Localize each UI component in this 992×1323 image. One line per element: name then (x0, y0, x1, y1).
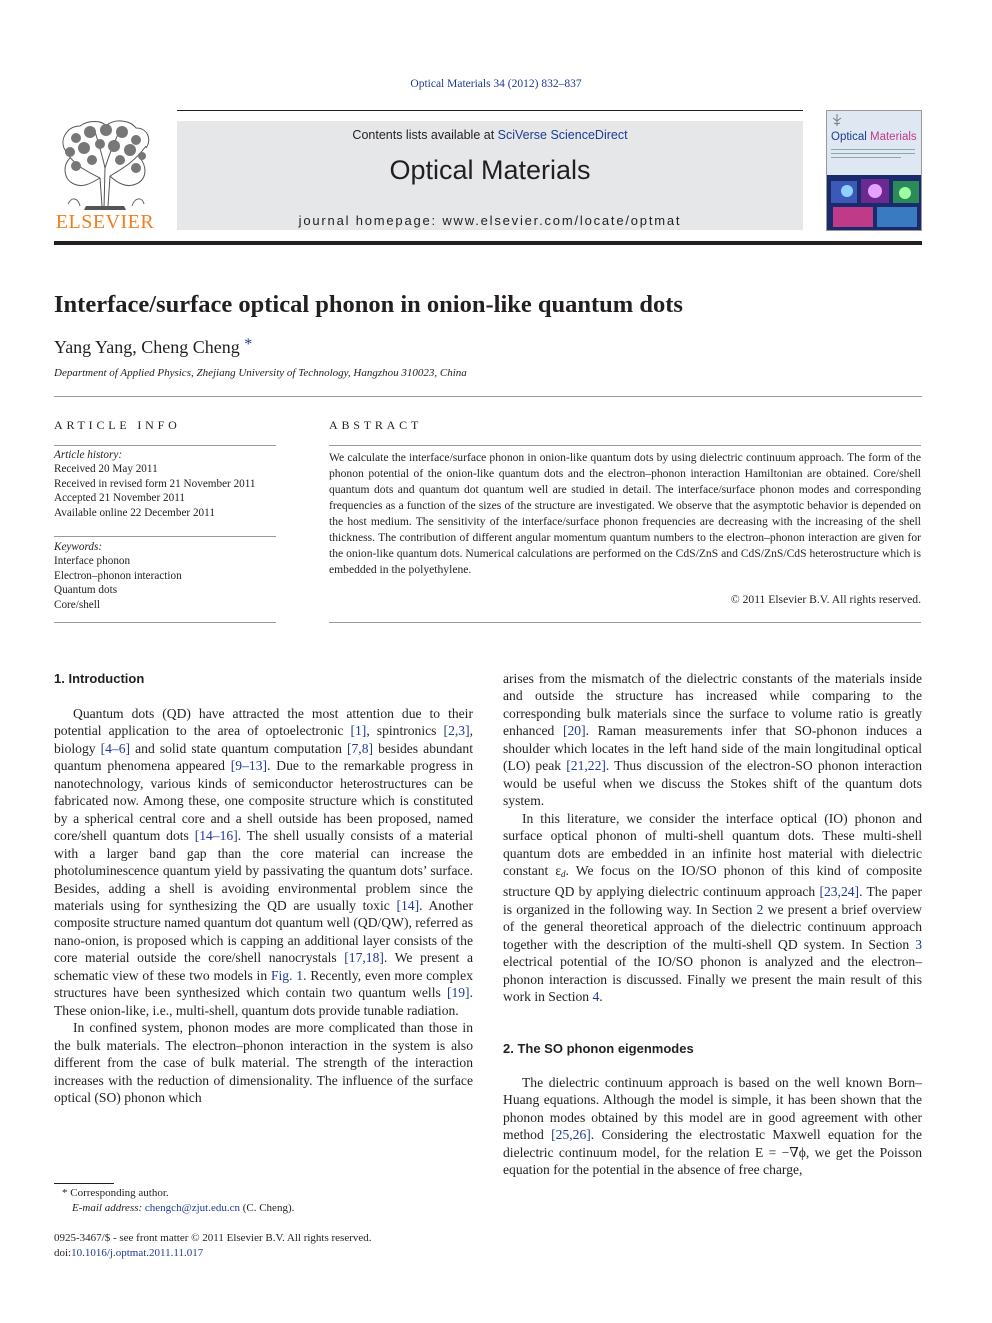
keyword-item: Electron–phonon interaction (54, 569, 182, 582)
issn-line: 0925-3467/$ - see front matter © 2011 Elsevier B.V. All rights reserved. (54, 1232, 372, 1244)
abstract-text: We calculate the interface/surface phonon in onion-like quantum dots by using dielectric continuum approach. The form of the phonon potential of the onion-like quantum dots and the electron–phonon interaction Hamiltonian are obtained. Core/shell quantum dots and quantum dot quantum well are studied in detail. The interface/surface phonon modes and corresponding frequencies as a function of the sizes of the structure are investigated. We observe that the asymptotic behavior is depended on the host medium. The sensitivity of the interface/surface phonon frequencies are decreasing with the increasing of the shell thickness. The contribution of different angular momentum quantum numbers to the electron–phonon interaction are given for the onion-like quantum dots. Numerical calculations are performed on the CdS/ZnS and CdS/ZnS/CdS heterostructure which is embedded in the polyethylene. (329, 451, 921, 576)
affiliation: Department of Applied Physics, Zhejiang University of Technology, Hangzhou 310023, China (54, 367, 467, 379)
reference-link[interactable]: [4–6] (100, 740, 131, 756)
reference-link[interactable]: [21,22] (566, 758, 606, 774)
journal-cover-thumbnail[interactable] (826, 110, 922, 231)
author-email-link[interactable]: chengch@zjut.edu.cn (144, 1202, 240, 1214)
reference-link[interactable]: [17,18] (344, 950, 384, 966)
reference-link[interactable]: Fig. 1 (270, 967, 304, 983)
footnote-rule (54, 1183, 114, 1184)
reference-link[interactable]: [14–16] (194, 828, 238, 844)
contents-line: Contents lists available at SciVerse ScienceDirect (352, 128, 628, 142)
paragraph: The dielectric continuum approach is based on the well known Born–Huang equations. Although the model is simple, it has been shown that the phonon modes obtained by this model are in good agreement with other method [25,26]. Considering the electrostatic Maxwell equation for the dielectric continuum model, for the relation E = −∇ϕ, we get the Poisson equation for the potential in the absence of free charge, (503, 1075, 922, 1178)
reference-link[interactable]: [1] (350, 723, 367, 739)
journal-banner (177, 121, 803, 230)
reference-link[interactable]: [23,24] (819, 884, 860, 900)
keyword-item: Quantum dots (54, 584, 118, 597)
info-rule (54, 622, 276, 623)
divider-rule (54, 396, 922, 397)
elsevier-wordmark[interactable]: ELSEVIER (55, 211, 155, 233)
corresponding-author-mark[interactable]: * (244, 336, 253, 353)
abstract-heading: ABSTRACT (329, 418, 423, 432)
paragraph: Quantum dots (QD) have attracted the most attention due to their potential application to the area of optoelectronic [1], spintronics [2,3], biology [4–6] and solid state quantum computation [7,8] besides abundant quantum phenomena appeared [9–13]. Due to the remarkable progress in nanotechnology, various kinds of semiconductor heterostructures can be fabricated now. Among these, one composite structure which is constituted by a spherical central core and a shell outside has been proposed, named core/shell quantum dots [14–16]. The shell usually consists of a material with a larger band gap than the core material can increase the photoluminescence quantum yield by passivating the quantum dots’ surface. Besides, adding a shell is avoiding environmental problem since the materials using for synthesizing the QD are usually toxic [14]. Another composite structure named quantum dot quantum well (QD/QW), referred as nano-onion, is proposed which is capping an additional layer consists of the core material outside the core/shell nanocrystals [17,18]. We present a schematic view of these two models in Fig. 1. Recently, even more complex structures have been synthesized which contain two quantum wells [19]. These onion-like, i.e., multi-shell, quantum dots provide tunable radiation. (54, 706, 474, 1018)
history-revised: Received in revised form 21 November 2011 (54, 477, 256, 490)
reference-link[interactable]: [20] (562, 723, 586, 739)
abstract-rule (329, 622, 921, 623)
cover-logo-icon (830, 113, 844, 127)
reference-link[interactable]: [7,8] (346, 740, 374, 756)
paragraph: In this literature, we consider the interface optical (IO) phonon and surface optical phonon of multi-shell quantum dots. These multi-shell quantum dots are embedded in an infinite host material with dielectric constant $\varepsilon_d$. We focus on the IO/SO phonon of this kind of composite structure QD by applying dielectric continuum approach [23,24]. The paper is organized in the following way. In Section 2 we present a brief overview of the general theoretical approach of the dielectric continuum approach together with the description of the multi-shell QD system. In Section 3 electrical potential of the IO/SO phonon is analyzed and the electron–phonon interaction is discussed. Finally we present the main result of this work in Section 4. (503, 810, 922, 1005)
section-2-heading: 2. The SO phonon eigenmodes (503, 1041, 694, 1056)
right-column-sec2 (503, 1074, 922, 1179)
reference-link[interactable]: [2,3] (443, 723, 470, 739)
journal-homepage[interactable]: journal homepage: www.elsevier.com/locate/optmat (298, 213, 682, 228)
history-received: Received 20 May 2011 (54, 463, 158, 476)
paragraph: In confined system, phonon modes are more complicated than those in the bulk materials. The electron–phonon interaction in the system is also different from the case of bulk material. The strength of the interaction increases with the reduction of dimensionality. The influence of the surface optical (SO) phonon which (54, 1020, 473, 1105)
history-accepted: Accepted 21 November 2011 (54, 492, 185, 505)
reference-link[interactable]: [9–13] (230, 758, 268, 774)
cover-title: Optical Materials (831, 131, 917, 143)
info-rule (54, 445, 276, 446)
header-thick-rule (54, 241, 922, 245)
paragraph: arises from the mismatch of the dielectric constants of the materials inside and outside the structure has increased while comparing to the corresponding bulk materials since the surface to volume ratio is greatly enhanced [20]. Raman measurements infer that SO-phonon induces a shoulder which locates in the left hand side of the main longitudinal optical (LO) peak [21,22]. Thus discussion of the electron-SO phonon interaction would be useful when we discuss the Stokes shift of the quantum dots system. (503, 671, 922, 809)
reference-link[interactable]: [14] (396, 897, 420, 913)
footnote: * Corresponding author. E-mail address: chengch@zjut.edu.cn (C. Cheng). (62, 1187, 295, 1214)
section-1-heading: 1. Introduction (54, 671, 145, 686)
info-rule (54, 536, 276, 537)
reference-link[interactable]: [19] (446, 985, 470, 1001)
top-rule (177, 110, 803, 111)
keyword-item: Core/shell (54, 598, 100, 611)
left-column (54, 705, 473, 1106)
reference-link[interactable]: 2 (756, 901, 764, 917)
authors: Yang Yang, Cheng Cheng * (54, 336, 253, 357)
journal-citation[interactable]: Optical Materials 34 (2012) 832–837 (410, 78, 582, 90)
keywords: Keywords: Interface phonon Electron–phonon interaction Quantum dots Core/shell (54, 540, 276, 612)
sciencedirect-link[interactable]: SciVerse ScienceDirect (497, 128, 628, 142)
reference-link[interactable]: [25,26] (551, 1127, 591, 1143)
cover-artwork (827, 175, 922, 231)
history-online: Available online 22 December 2011 (54, 506, 215, 519)
journal-name: Optical Materials (389, 155, 591, 185)
abstract-rule (329, 445, 921, 446)
article-info-heading: ARTICLE INFO (54, 418, 181, 432)
right-column (503, 670, 922, 1006)
reference-link[interactable]: 3 (915, 936, 922, 952)
reference-link[interactable]: 4 (592, 989, 600, 1005)
bottom-metadata: 0925-3467/$ - see front matter © 2011 Elsevier B.V. All rights reserved. doi:10.1016/j.optmat.2011.11.017 (54, 1232, 372, 1259)
article-history: Article history: Received 20 May 2011 Received in revised form 21 November 2011 Accepted 21 November 2011 Available online 22 December 2011 (54, 448, 276, 520)
doi-link[interactable]: 10.1016/j.optmat.2011.11.017 (71, 1246, 204, 1259)
article-title: Interface/surface optical phonon in onion-like quantum dots (54, 291, 683, 318)
keyword-item: Interface phonon (54, 555, 131, 568)
abstract-copyright: © 2011 Elsevier B.V. All rights reserved. (730, 593, 921, 606)
